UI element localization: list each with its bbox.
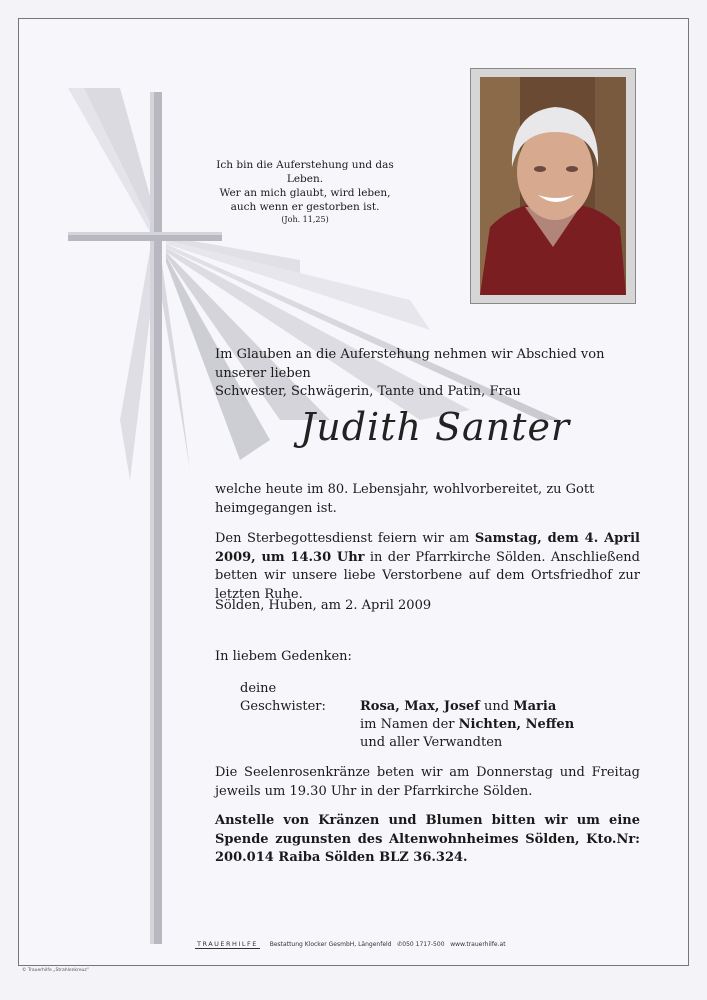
donation-text [215, 812, 640, 868]
verse-line: Wer an mich glaubt, wird leben, [219, 187, 391, 199]
relatives-pre: im Namen der [360, 717, 459, 732]
mourners-list [240, 680, 574, 752]
footer-web: www.trauerhilfe.at [450, 941, 506, 948]
passing-text: welche heute im 80. Lebensjahr, wohlvorbereitet, zu Gott heimgegangen ist. [215, 482, 595, 516]
service-pre: Den Sterbegottesdienst feiern wir am [215, 531, 475, 546]
siblings-label: deine Geschwister: [240, 681, 326, 714]
portrait-photo [480, 77, 626, 295]
ray [84, 88, 160, 232]
siblings-and: und [479, 699, 514, 714]
trauerhilfe-logo: TRAUERHILFE [197, 940, 258, 948]
portrait-frame [470, 68, 636, 304]
sibling-last-name: Maria [513, 699, 557, 714]
intro-text [215, 346, 640, 402]
footer [195, 940, 525, 956]
cross-vertical-highlight [150, 92, 154, 944]
intro-line: Im Glauben an die Auferstehung nehmen wir Abschied von unserer lieben [215, 347, 605, 381]
ray [166, 240, 430, 330]
service-post: in der Pfarrkirche Sölden. Anschließend betten wir unsere liebe Verstorbene auf dem Ortsfriedhof zur letzten Ruhe. [215, 549, 640, 602]
cross-horizontal-highlight [68, 232, 222, 235]
copyright-note: © Trauerhilfe „Strahlenkreuz" [22, 968, 89, 973]
relatives-bold: Nichten, Neffen [458, 717, 575, 732]
intro-line: Schwester, Schwägerin, Tante und Patin, Frau [215, 384, 521, 399]
deceased-name: Judith Santer [300, 405, 571, 449]
verse-line: Ich bin die Auferstehung und das Leben. [216, 159, 394, 185]
donation-bold: Anstelle von Kränzen und Blumen bitten wir um eine Spende zugunsten des Altenwohnheimes Sölden, Kto.Nr: 200.014 Raiba Sölden BLZ 36.324. [215, 813, 640, 865]
bible-verse [210, 158, 400, 226]
portrait-image [480, 77, 626, 295]
footer-phone: ✆050 1717-500 [397, 941, 445, 948]
verse-reference: (Joh. 11,25) [281, 215, 329, 224]
ray [120, 250, 152, 480]
service-date: Samstag, dem 4. April 2009, um 14.30 Uhr [215, 531, 640, 565]
relatives-line: und aller Verwandten [360, 735, 503, 750]
service-text [215, 530, 640, 604]
verse-line: auch wenn er gestorben ist. [230, 201, 380, 213]
rosary-text: Die Seelenrosenkränze beten wir am Donnerstag und Freitag jeweils um 19.30 Uhr in der Pfarrkirche Sölden. [215, 765, 640, 799]
sibling-names: Rosa, Max, Josef [360, 699, 480, 714]
footer-company: Bestattung Klocker GesmbH, Längenfeld [269, 941, 392, 948]
memory-heading: In liebem Gedenken: [215, 649, 352, 664]
place-date: Sölden, Huben, am 2. April 2009 [215, 598, 432, 613]
